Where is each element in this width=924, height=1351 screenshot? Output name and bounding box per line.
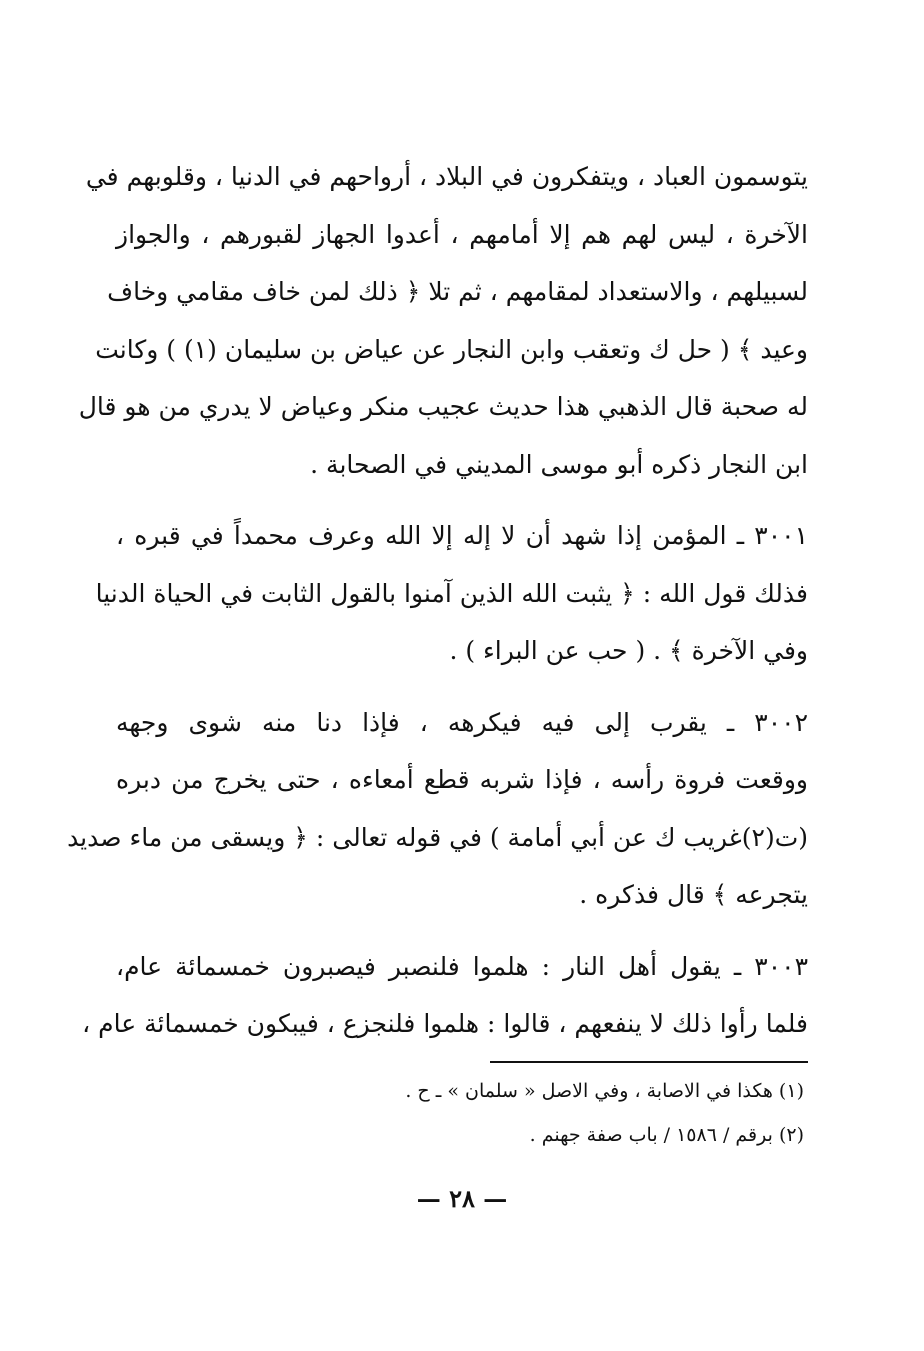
text-line: يتجرعه ﴾ قال فذكره . [579,880,808,909]
paragraph-gap [116,680,808,694]
text-line: فذلك قول الله : ﴿ يثبت الله الذين آمنوا بالقول الثابت في الحياة الدنيا [95,578,808,608]
paragraph-intro [78,148,808,493]
footnote-2: (٢) برقم / ١٥٨٦ / باب صفة جهنم . [529,1123,804,1146]
text-line: ٣٠٠٢ ـ يقرب إلى فيه فيكرهه ، فإذا دنا منه شوى وجهه [116,707,808,737]
text-line: ٣٠٠٣ ـ يقول أهل النار : هلموا فلنصبر فيصبرون خمسمائة عام، [116,951,808,981]
text-line: لسبيلهم ، والاستعداد لمقامهم ، ثم تلا ﴿ ذلك لمن خاف مقامي وخاف [107,277,808,306]
text-line: ابن النجار ذكره أبو موسى المديني في الصحابة . [310,449,808,479]
text-line: وعيد ﴾ ( حل ك وتعقب وابن النجار عن عياض بن سليمان (١) ) وكانت [95,334,808,364]
text-line: (ت(٢)غريب ك عن أبي أمامة ) في قوله تعالى : ﴿ ويسقى من ماء صديد [67,822,808,852]
paragraph-3003 [82,938,808,1053]
text-line: ٣٠٠١ ـ المؤمن إذا شهد أن لا إله إلا الله وعرف محمداً في قبره ، [116,521,808,550]
footnotes [116,1069,808,1157]
text-line: وفي الآخرة ﴾ . ( حب عن البراء ) . [449,636,808,665]
page-number: — ٢٨ — [416,1183,508,1213]
text-line: يتوسمون العباد ، ويتفكرون في البلاد ، أرواحهم في الدنيا ، وقلوبهم في [85,162,808,191]
footnote-1: (١) هكذا في الاصابة ، وفي الاصل « سلمان » ـ ح . [405,1079,804,1102]
paragraph-3001 [95,507,808,680]
text-line: له صحبة قال الذهبي هذا حديث عجيب منكر وعياض لا يدري من هو قال [78,392,808,421]
footnote-divider [490,1061,808,1063]
paragraph-gap [116,493,808,507]
text-line: ووقعت فروة رأسه ، فإذا شربه قطع أمعاءه ، حتى يخرج من دبره [116,765,808,794]
paragraph-3002 [67,694,808,924]
text-line: فلما رأوا ذلك لا ينفعهم ، قالوا : هلموا فلنجزع ، فيبكون خمسمائة عام ، [82,1009,808,1038]
paragraph-gap [116,924,808,938]
text-line: الآخرة ، ليس لهم هم إلا أمامهم ، أعدوا الجهاز لقبورهم ، والجواز [116,219,808,249]
